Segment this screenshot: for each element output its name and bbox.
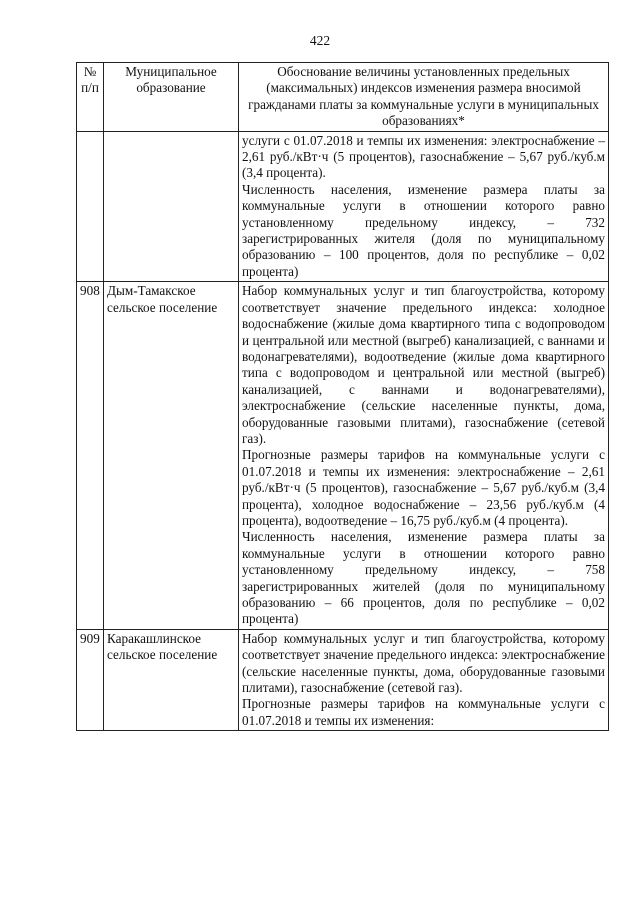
- row-number: 908: [77, 282, 104, 630]
- justification-paragraph: Прогнозные размеры тарифов на коммунальные услуги с 01.07.2018 и темпы их изменения: электроснабжение – 2,61 руб./кВт·ч (5 процентов), газоснабжение – 5,67 руб./куб.м (3,4 процента), холодное водоснабжение – 23,56 руб./куб.м (4 процента), водоотведение – 16,75 руб./куб.м (4 процента).: [242, 447, 605, 528]
- header-number: № п/п: [77, 63, 104, 132]
- header-justification: Обоснование величины установленных предельных (максимальных) индексов изменения размера вносимой гражданами платы за коммунальные услуги в муниципальных образованиях*: [239, 63, 609, 132]
- page-number: 422: [309, 33, 331, 48]
- justification-paragraph: Прогнозные размеры тарифов на коммунальные услуги с 01.07.2018 и темпы их изменения:: [242, 696, 605, 728]
- justification-paragraph: Набор коммунальных услуг и тип благоустройства, которому соответствует значение предельного индекса: электроснабжение (сельские населенные пункты, дома, оборудованные газовыми плитами), газоснабжение (сетевой газ).: [242, 630, 605, 696]
- table-row: [77, 131, 609, 282]
- row-municipality: [104, 131, 239, 282]
- justification-paragraph: Численность населения, изменение размера платы за коммунальные услуги в отношении которого равно установленному предельному индексу, – 732 зарегистрированных жителя (доля по муниципальному образованию – 100 процентов, доля по республике – 0,02 процента): [242, 181, 605, 279]
- header-municipality: Муниципальное образование: [104, 63, 239, 132]
- justification-paragraph: Численность населения, изменение размера платы за коммунальные услуги в отношении которого равно установленному предельному индексу, – 758 зарегистрированных жителей (доля по муниципальному образованию – 66 процентов, доля по республике – 0,02 процента): [242, 529, 605, 627]
- justification-paragraph: услуги с 01.07.2018 и темпы их изменения: электроснабжение – 2,61 руб./кВт·ч (5 процентов), газоснабжение – 5,67 руб./куб.м (3,4 процента).: [242, 132, 605, 181]
- table-row: [77, 282, 609, 630]
- justification-paragraph: Набор коммунальных услуг и тип благоустройства, которому соответствует значение предельного индекса: холодное водоснабжение (жилые дома квартирного типа с водопроводом и центральной или местной (выгреб) канализацией, с ваннами и водонагревателями), водоотведение (жилые дома квартирного типа с водопроводом и центральной или местной (выгреб) канализацией, с ваннами и водонагревателями), электроснабжение (сельские населенные пункты, дома, оборудованные газовыми плитами), газоснабжение (сетевой газ).: [242, 283, 605, 446]
- row-justification: [239, 282, 609, 630]
- row-municipality: Дым-Тамакское сельское поселение: [104, 282, 239, 630]
- table-row: [77, 629, 609, 730]
- row-municipality: Каракашлинское сельское поселение: [104, 629, 239, 730]
- table-header-row: [77, 63, 609, 132]
- tariff-index-table: [76, 62, 609, 731]
- row-justification: [239, 131, 609, 282]
- row-number: [77, 131, 104, 282]
- row-number: 909: [77, 629, 104, 730]
- row-justification: [239, 629, 609, 730]
